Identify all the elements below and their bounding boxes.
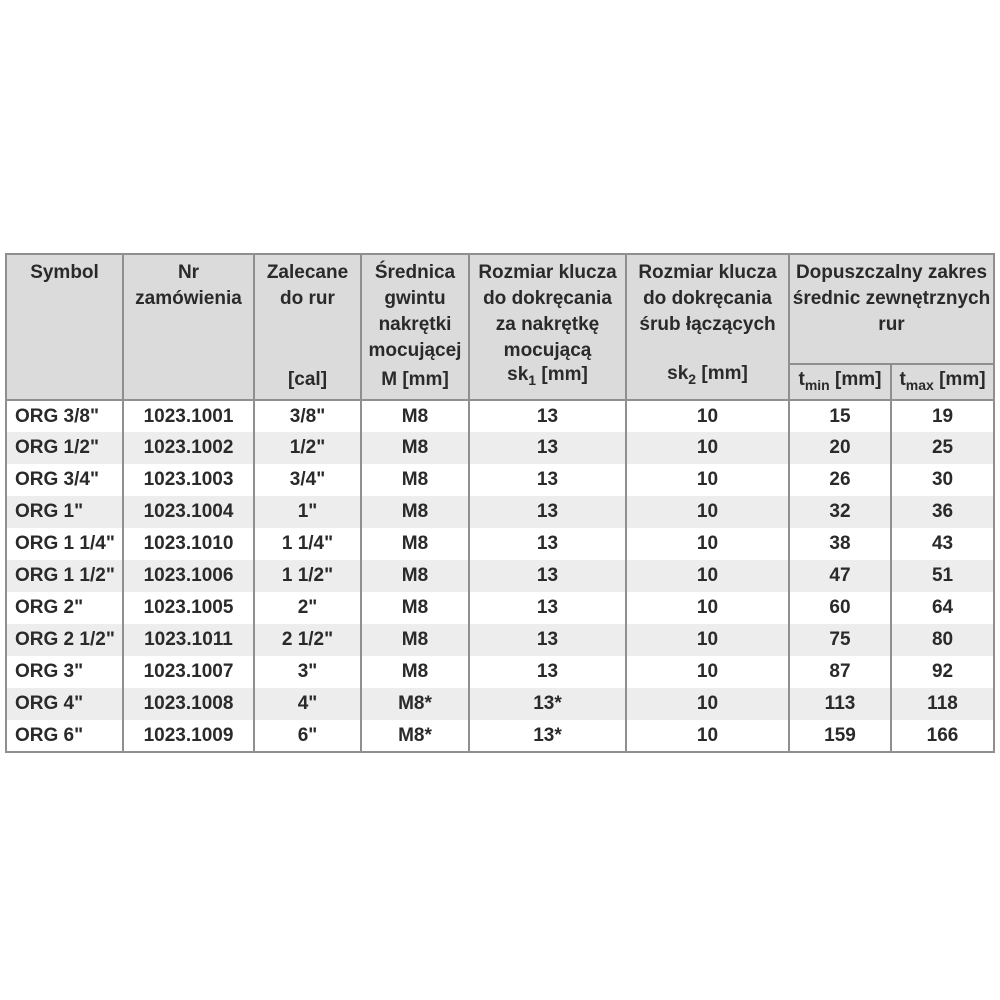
cell-thread-size: M8	[361, 528, 469, 560]
cell-thread-size: M8	[361, 656, 469, 688]
cell-tmin: 87	[789, 656, 891, 688]
cell-wrench-sk2: 10	[626, 528, 789, 560]
cell-symbol: ORG 1 1/2"	[6, 560, 123, 592]
col-header-recommended-pipes	[254, 254, 361, 400]
cell-order-number: 1023.1011	[123, 624, 254, 656]
cell-thread-size: M8*	[361, 688, 469, 720]
table-header	[6, 254, 994, 400]
col-header-wrench-size-sk2-unit: $sk_2$ [mm]	[667, 363, 748, 387]
cell-pipe-size: 6"	[254, 720, 361, 752]
table-row	[6, 592, 994, 624]
cell-wrench-sk1: 13	[469, 624, 626, 656]
cell-wrench-sk1: 13*	[469, 720, 626, 752]
table-row	[6, 624, 994, 656]
cell-wrench-sk1: 13	[469, 400, 626, 432]
cell-thread-size: M8	[361, 464, 469, 496]
cell-thread-size: M8*	[361, 720, 469, 752]
col-header-diameter-range-group-label: Dopuszczalny zakres średnic zewnętrznych rur	[792, 262, 991, 335]
cell-tmax: 92	[891, 656, 994, 688]
cell-symbol: ORG 6"	[6, 720, 123, 752]
cell-wrench-sk2: 10	[626, 656, 789, 688]
cell-wrench-sk1: 13	[469, 560, 626, 592]
col-header-thread-diameter-label: Średnica gwintu nakrętki mocującej	[368, 262, 462, 361]
cell-tmin: 26	[789, 464, 891, 496]
cell-pipe-size: 4"	[254, 688, 361, 720]
cell-wrench-sk1: 13*	[469, 688, 626, 720]
cell-tmax: 30	[891, 464, 994, 496]
cell-tmax: 64	[891, 592, 994, 624]
cell-wrench-sk2: 10	[626, 400, 789, 432]
col-header-wrench-size-sk2	[626, 254, 789, 400]
product-spec-table	[5, 253, 995, 753]
col-header-thread-diameter-unit: M [mm]	[381, 369, 449, 390]
col-header-recommended-pipes-label: Zalecane do rur	[266, 262, 349, 309]
cell-pipe-size: 2"	[254, 592, 361, 624]
cell-wrench-sk2: 10	[626, 624, 789, 656]
cell-order-number: 1023.1004	[123, 496, 254, 528]
cell-order-number: 1023.1008	[123, 688, 254, 720]
cell-symbol: ORG 2"	[6, 592, 123, 624]
table-row	[6, 400, 994, 432]
cell-thread-size: M8	[361, 432, 469, 464]
cell-wrench-sk2: 10	[626, 560, 789, 592]
cell-pipe-size: 1"	[254, 496, 361, 528]
table-row	[6, 688, 994, 720]
cell-thread-size: M8	[361, 400, 469, 432]
cell-symbol: ORG 3/4"	[6, 464, 123, 496]
table-body	[6, 400, 994, 752]
table-row	[6, 560, 994, 592]
cell-wrench-sk2: 10	[626, 720, 789, 752]
col-header-wrench-size-sk1-label: Rozmiar klucza do dokręcania za nakrętkę mocującą	[478, 262, 617, 361]
cell-tmin: 32	[789, 496, 891, 528]
cell-symbol: ORG 1"	[6, 496, 123, 528]
cell-tmax: 36	[891, 496, 994, 528]
cell-tmax: 25	[891, 432, 994, 464]
cell-wrench-sk2: 10	[626, 464, 789, 496]
table-row	[6, 656, 994, 688]
col-header-tmin: $t_{min}$ [mm]	[789, 364, 891, 400]
col-header-wrench-size-sk1	[469, 254, 626, 400]
table-row	[6, 496, 994, 528]
cell-order-number: 1023.1005	[123, 592, 254, 624]
col-header-wrench-size-sk2-label: Rozmiar klucza do dokręcania śrub łączących	[638, 262, 777, 335]
cell-tmin: 113	[789, 688, 891, 720]
cell-tmin: 60	[789, 592, 891, 624]
cell-wrench-sk1: 13	[469, 464, 626, 496]
col-header-diameter-range-group	[789, 254, 994, 364]
cell-symbol: ORG 4"	[6, 688, 123, 720]
cell-pipe-size: 3/8"	[254, 400, 361, 432]
cell-tmin: 47	[789, 560, 891, 592]
col-header-symbol-label: Symbol	[30, 262, 99, 283]
col-header-symbol	[6, 254, 123, 400]
cell-order-number: 1023.1007	[123, 656, 254, 688]
col-header-order-number	[123, 254, 254, 400]
cell-pipe-size: 1 1/2"	[254, 560, 361, 592]
cell-pipe-size: 2 1/2"	[254, 624, 361, 656]
cell-pipe-size: 3/4"	[254, 464, 361, 496]
cell-order-number: 1023.1002	[123, 432, 254, 464]
cell-tmax: 166	[891, 720, 994, 752]
cell-tmax: 80	[891, 624, 994, 656]
cell-wrench-sk1: 13	[469, 528, 626, 560]
table-row	[6, 432, 994, 464]
cell-pipe-size: 3"	[254, 656, 361, 688]
table-row	[6, 720, 994, 752]
cell-wrench-sk1: 13	[469, 432, 626, 464]
cell-wrench-sk2: 10	[626, 496, 789, 528]
cell-order-number: 1023.1003	[123, 464, 254, 496]
cell-order-number: 1023.1006	[123, 560, 254, 592]
cell-symbol: ORG 2 1/2"	[6, 624, 123, 656]
cell-tmin: 159	[789, 720, 891, 752]
cell-symbol: ORG 1/2"	[6, 432, 123, 464]
cell-symbol: ORG 3"	[6, 656, 123, 688]
col-header-tmax: $t_{max}$ [mm]	[891, 364, 994, 400]
cell-wrench-sk2: 10	[626, 592, 789, 624]
table-row	[6, 528, 994, 560]
cell-tmax: 19	[891, 400, 994, 432]
cell-wrench-sk2: 10	[626, 688, 789, 720]
col-header-wrench-size-sk1-unit: $sk_1$ [mm]	[507, 364, 588, 388]
cell-thread-size: M8	[361, 560, 469, 592]
cell-order-number: 1023.1001	[123, 400, 254, 432]
cell-symbol: ORG 1 1/4"	[6, 528, 123, 560]
cell-pipe-size: 1/2"	[254, 432, 361, 464]
cell-thread-size: M8	[361, 592, 469, 624]
cell-tmin: 15	[789, 400, 891, 432]
cell-symbol: ORG 3/8"	[6, 400, 123, 432]
cell-tmin: 20	[789, 432, 891, 464]
cell-tmax: 118	[891, 688, 994, 720]
cell-wrench-sk1: 13	[469, 656, 626, 688]
cell-tmin: 75	[789, 624, 891, 656]
cell-tmax: 51	[891, 560, 994, 592]
col-header-order-number-label: Nr zamówienia	[135, 262, 242, 309]
table-row	[6, 464, 994, 496]
cell-pipe-size: 1 1/4"	[254, 528, 361, 560]
cell-order-number: 1023.1009	[123, 720, 254, 752]
cell-order-number: 1023.1010	[123, 528, 254, 560]
cell-thread-size: M8	[361, 624, 469, 656]
header-row-labels	[6, 254, 994, 364]
col-header-recommended-pipes-unit: [cal]	[287, 369, 328, 390]
cell-tmin: 38	[789, 528, 891, 560]
cell-wrench-sk2: 10	[626, 432, 789, 464]
cell-tmax: 43	[891, 528, 994, 560]
cell-wrench-sk1: 13	[469, 496, 626, 528]
cell-wrench-sk1: 13	[469, 592, 626, 624]
col-header-thread-diameter	[361, 254, 469, 400]
cell-thread-size: M8	[361, 496, 469, 528]
